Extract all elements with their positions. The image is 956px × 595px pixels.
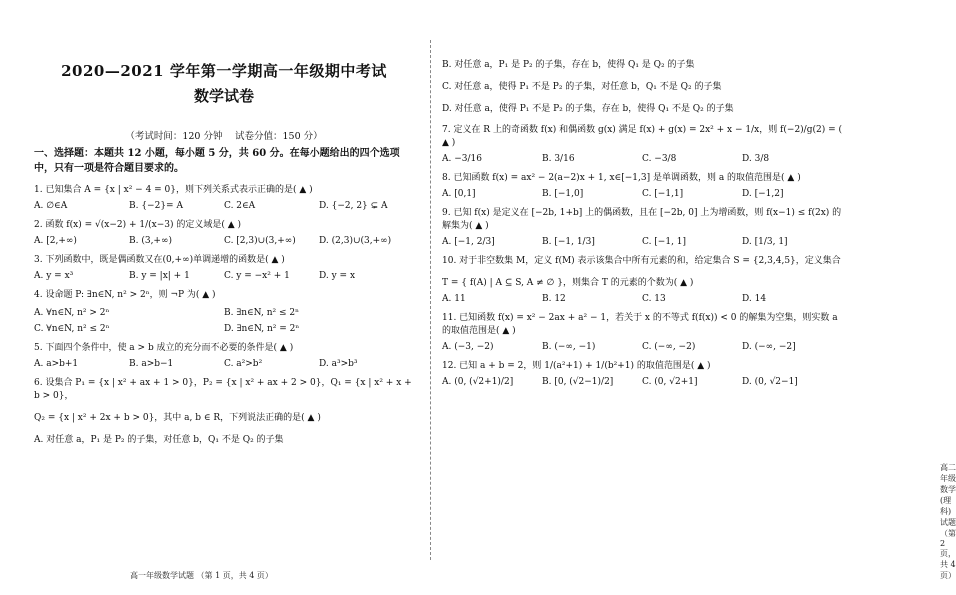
option: A. [0,1] [442,189,476,199]
exam-subtitle: 数学试卷 [193,87,254,105]
option: D. ∃n∈N, n² = 2ⁿ [224,324,300,334]
question-5: 5. 下面四个条件中，使 a > b 成立的充分而不必要的条件是( ▲ ) [34,343,294,353]
question-9-options [442,237,842,247]
option: B. y = |x| + 1 [129,271,190,281]
option: A. a>b+1 [34,359,79,369]
question-1-options [34,201,414,211]
question-7-options [442,154,842,164]
option: B. (3,+∞) [129,236,172,246]
option: A. y = x³ [34,271,74,281]
question-10-options [442,294,842,304]
page-footer-right: 高二年级数学(理科)试题 （第 2 页，共 4 页） [940,463,956,580]
option: C. ∀n∈N, n² ≤ 2ⁿ [34,324,110,334]
option: A. (−3, −2) [442,342,494,352]
question-6-line-1: 6. 设集合 P₁ = {x | x² + ax + 1 > 0}，P₂ = {x | x² + ax + 2 > 0}，Q₁ = {x | x² + x + b > 0}， [34,378,412,401]
option: C. y = −x² + 1 [224,271,290,281]
option: B. (−∞, −1) [542,342,596,352]
question-2: 2. 函数 f(x) = √(x−2) + 1/(x−3) 的定义域是( ▲ ) [34,220,242,230]
option: C. a²>b² [224,359,263,369]
option: D. {−2, 2} ⊊ A [319,201,388,211]
option: B. 3/16 [542,154,575,164]
question-2-options [34,236,414,246]
question-6-option-d: D. 对任意 a，使得 P₁ 不是 P₂ 的子集，存在 b，使得 Q₁ 不是 Q₂ 的子集 [442,104,734,114]
option: B. [−1,0] [542,189,584,199]
question-11-options [442,342,842,352]
option: B. [−1, 1/3] [542,237,595,247]
option: C. [2,3)∪(3,+∞) [224,236,296,246]
question-12: 12. 已知 a + b = 2，则 1/(a²+1) + 1/(b²+1) 的取值范围是( ▲ ) [442,361,711,371]
option: D. 3/8 [742,154,770,164]
option: D. 14 [742,294,767,304]
question-6-line-2: Q₂ = {x | x² + 2x + b > 0}，其中 a, b ∈ R，下列说法正确的是( ▲ ) [34,413,321,423]
question-3-options [34,271,414,281]
option: A. ∀n∈N, n² > 2ⁿ [34,308,110,318]
option: C. (0, √2+1] [642,377,698,387]
question-4: 4. 设命题 P: ∃n∈N, n² > 2ⁿ，则 ¬P 为( ▲ ) [34,290,216,300]
option: D. a³>b³ [319,359,358,369]
option: B. [0, (√2−1)/2] [542,377,614,387]
option: A. −3/16 [442,154,482,164]
exam-title: 2020—2021 学年第一学期高一年级期中考试 [61,62,387,80]
question-6-option-b: B. 对任意 a，P₁ 是 P₂ 的子集，存在 b，使得 Q₁ 是 Q₂ 的子集 [442,60,695,70]
option: A. 11 [442,294,466,304]
option: C. 13 [642,294,666,304]
option: A. [2,+∞) [34,236,77,246]
right-page [430,0,956,595]
question-11: 11. 已知函数 f(x) = x² − 2ax + a² − 1，若关于 x 的不等式 f(f(x)) < 0 的解集为空集，则实数 a 的取值范围是( ▲ ) [442,313,838,336]
question-6-option-a: A. 对任意 a，P₁ 是 P₂ 的子集，对任意 b，Q₁ 不是 Q₂ 的子集 [34,435,284,445]
option: C. [−1, 1] [642,237,687,247]
option: D. (2,3)∪(3,+∞) [319,236,392,246]
question-5-options [34,359,414,369]
question-12-options [442,377,842,387]
option: C. 2∈A [224,201,256,211]
option: C. [−1,1] [642,189,684,199]
option: A. ∅∈A [34,201,68,211]
option: B. ∃n∈N, n² ≤ 2ⁿ [224,308,299,318]
option: D. (0, √2−1] [742,377,798,387]
option: D. [−1,2] [742,189,784,199]
option: B. 12 [542,294,566,304]
page-footer-left: 高一年级数学试题 （第 1 页，共 4 页） [130,571,273,580]
question-3: 3. 下列函数中，既是偶函数又在(0,+∞)单调递增的函数是( ▲ ) [34,255,285,265]
option: B. {−2}= A [129,201,183,211]
left-page [0,0,430,595]
question-6-option-c: C. 对任意 a，使得 P₁ 不是 P₂ 的子集，对任意 b，Q₁ 不是 Q₂ 的子集 [442,82,722,92]
section-heading: 一、选择题：本题共 12 小题，每小题 5 分，共 60 分。在每小题给出的四个选项中，只有一项是符合题目要求的。 [34,148,400,174]
option: B. a>b−1 [129,359,174,369]
option: D. [1/3, 1] [742,237,788,247]
question-10-line-2: T = { f(A) | A ⊆ S, A ≠ ∅ }，则集合 T 的元素的个数为( ▲ ) [442,278,694,288]
option: A. [−1, 2/3] [442,237,495,247]
option: C. −3/8 [642,154,677,164]
question-1: 1. 已知集合 A = {x | x² − 4 = 0}，则下列关系式表示正确的是( ▲ ) [34,185,313,195]
option: A. (0, (√2+1)/2] [442,377,514,387]
question-8-options [442,189,842,199]
option: D. y = x [319,271,356,281]
question-4-options [34,302,414,334]
option: D. (−∞, −2] [742,342,796,352]
question-7: 7. 定义在 R 上的奇函数 f(x) 和偶函数 g(x) 满足 f(x) + g(x) = 2x² + x − 1/x，则 f(−2)/g(2) = ( ▲ ) [442,125,842,148]
question-9: 9. 已知 f(x) 是定义在 [−2b, 1+b] 上的偶函数，且在 [−2b, 0] 上为增函数，则 f(x−1) ≤ f(2x) 的解集为( ▲ ) [442,208,842,231]
exam-meta: （考试时间：120 分钟 试卷分值：150 分） [125,131,323,142]
question-8: 8. 已知函数 f(x) = ax² − 2(a−2)x + 1, x∈[−1,3] 是单调函数，则 a 的取值范围是( ▲ ) [442,173,801,183]
option: C. (−∞, −2) [642,342,696,352]
question-10-line-1: 10. 对于非空数集 M，定义 f(M) 表示该集合中所有元素的和，给定集合 S = {2,3,4,5}，定义集合 [442,256,841,266]
